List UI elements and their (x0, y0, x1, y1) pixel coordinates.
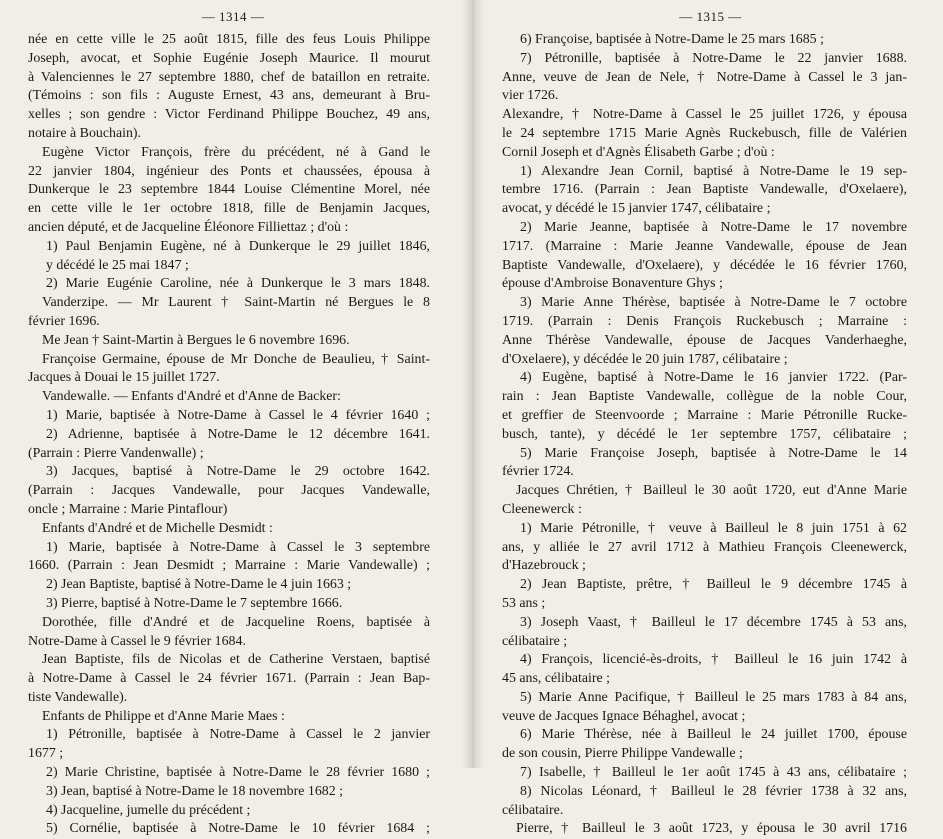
right-page-text (502, 31, 907, 839)
text-line: 22 janvier 1804, ingénieur des Ponts et chaussées, épousa à (28, 163, 430, 179)
text-line: (Parrain : Pierre Vandenwalle) ; (28, 445, 204, 461)
text-line: 7) Pétronille, baptisée à Notre-Dame le 22 janvier 1688. (520, 50, 907, 66)
text-line: 53 ans ; (502, 595, 546, 611)
text-line: 45 ans, célibataire ; (502, 671, 610, 687)
text-line: 4) Jacqueline, jumelle du précédent ; (46, 802, 251, 818)
left-page-text (28, 31, 430, 839)
text-line: Anne Thérèse Vandewalle, épouse de Jacques Vanderhaeghe, (502, 332, 907, 348)
text-line: 4) Eugène, baptisé à Notre-Dame le 16 janvier 1722. (Par- (520, 370, 907, 386)
text-line: ans, y alliée le 27 avril 1712 à Mathieu François Cleenewerck, (502, 539, 907, 555)
text-line: 2) Jean Baptiste, baptisé à Notre-Dame le 4 juin 1663 ; (46, 577, 352, 593)
text-line: Enfants d'André et de Michelle Desmidt : (42, 520, 273, 536)
text-line: 1) Alexandre Jean Cornil, baptisé à Notre-Dame le 19 sep- (520, 163, 907, 179)
text-line: Dorothée, fille d'André et de Jacqueline Roens, baptisée à (42, 614, 430, 630)
text-line: à Notre-Dame à Cassel le 24 février 1671. (Parrain : Jean Bap- (28, 671, 430, 687)
text-line: 1) Marie, baptisée à Notre-Dame à Cassel le 4 février 1640 ; (46, 407, 430, 423)
right-page (478, 0, 943, 837)
text-line: Dunkerque le 23 septembre 1844 Louise Clémentine Morel, née (28, 182, 430, 198)
text-line: 4) François, licencié-ès-droits, † Bailleul le 16 juin 1742 à (520, 652, 907, 668)
text-line: à Valenciennes le 27 septembre 1880, chef de bataillon en retraite. (28, 69, 430, 85)
text-line: 2) Marie Christine, baptisée à Notre-Dame le 28 février 1680 ; (46, 765, 430, 781)
text-line: célibataire. (502, 802, 564, 818)
text-line: Notre-Dame à Cassel le 9 février 1684. (28, 633, 246, 649)
text-line: 3) Pierre, baptisé à Notre-Dame le 7 septembre 1666. (46, 595, 343, 611)
text-line: 1) Paul Benjamin Eugène, né à Dunkerque le 29 juillet 1846, (46, 238, 430, 254)
text-line: busch, tante), y décédé le 1er septembre 1757, célibataire ; (502, 426, 907, 442)
text-line: 1) Marie Pétronille, † veuve à Bailleul le 8 juin 1751 à 62 (520, 520, 907, 536)
text-line: 1719. (Parrain : Denis François Ruckebusch ; Marraine : (502, 313, 907, 329)
text-line: 1) Pétronille, baptisée à Notre-Dame à Cassel le 2 janvier (46, 727, 430, 743)
text-line: veuve de Jacques Ignace Béhaghel, avocat ; (502, 708, 746, 724)
text-line: vier 1726. (502, 88, 559, 104)
text-line: y décédé le 25 mai 1847 ; (46, 257, 189, 273)
text-line: 3) Joseph Vaast, † Bailleul le 17 décembre 1745 à 53 ans, (520, 614, 907, 630)
text-line: 2) Jean Baptiste, prêtre, † Bailleul le 9 décembre 1745 à (520, 577, 907, 593)
text-line: 1677 ; (28, 746, 64, 762)
text-line: Eugène Victor François, frère du précédent, né à Gand le (42, 144, 430, 160)
text-line: 3) Marie Anne Thérèse, baptisée à Notre-Dame le 7 octobre (520, 295, 907, 311)
text-line: xelles ; son gendre : Victor Ferdinand Philippe Bouchez, 49 ans, (28, 107, 430, 123)
text-line: ancien député, et de Jacqueline Éléonore Filliettaz ; d'où : (28, 219, 349, 235)
text-line: tembre 1716. (Parrain : Jean Baptiste Vandewalle, d'Oxelaere), (502, 182, 907, 198)
text-line: 7) Isabelle, † Bailleul le 1er août 1745 à 43 ans, célibataire ; (520, 765, 907, 781)
text-line: Vandewalle. — Enfants d'André et d'Anne de Backer: (42, 389, 341, 405)
text-line: 3) Jacques, baptisé à Notre-Dame le 29 octobre 1642. (46, 464, 430, 480)
text-line: 1717. (Marraine : Marie Jeanne Vandewalle, épouse de Jean (502, 238, 907, 254)
text-line: de son cousin, Pierre Philippe Vandewalle ; (502, 746, 743, 762)
text-line: 1660. (Parrain : Jean Desmidt ; Marraine : Marie Vandewalle) ; (28, 558, 430, 574)
text-line: Me Jean † Saint-Martin à Bergues le 6 novembre 1696. (42, 332, 350, 348)
text-line: 1) Marie, baptisée à Notre-Dame à Cassel le 3 septembre (46, 539, 430, 555)
text-line: 5) Cornélie, baptisée à Notre-Dame le 10 février 1684 ; (46, 821, 430, 837)
text-line: Françoise Germaine, épouse de Mr Donche de Beaulieu, † Saint- (42, 351, 430, 367)
text-line: Vanderzipe. — Mr Laurent † Saint-Martin né Bergues le 8 (42, 295, 430, 311)
text-line: (Témoins : son fils : Auguste Ernest, 43 ans, demeurant à Bru- (28, 88, 430, 104)
text-line: d'Oxelaere), y décédée le 20 juin 1787, célibataire ; (502, 351, 788, 367)
left-page (0, 0, 466, 837)
right-page-number: — 1315 — (679, 9, 742, 24)
text-line: Anne, veuve de Jean de Nele, † Notre-Dame à Cassel le 3 jan- (502, 69, 907, 85)
text-line: Joseph, avocat, et Sophie Eugénie Joseph Maurice. Il mourut (28, 50, 430, 66)
text-line: février 1696. (28, 313, 100, 329)
left-page-number: — 1314 — (201, 9, 265, 24)
text-line: Enfants de Philippe et d'Anne Marie Maes : (42, 708, 285, 724)
text-line: Cleenewerck : (502, 501, 582, 517)
text-line: 5) Marie Françoise Joseph, baptisée à Notre-Dame le 14 (520, 445, 907, 461)
text-line: 6) Françoise, baptisée à Notre-Dame le 25 mars 1685 ; (520, 32, 824, 47)
text-line: (Parrain : Jacques Vandewalle, pour Jacques Vandewalle, (28, 483, 430, 499)
text-line: tiste Vandewalle). (28, 689, 128, 705)
text-line: épouse d'Ambroise Bonaventure Ghys ; (502, 276, 723, 292)
text-line: notaire à Bouchain). (28, 125, 142, 141)
text-line: 2) Marie Eugénie Caroline, née à Dunkerque le 3 mars 1848. (46, 276, 430, 292)
text-line: et greffier de Steenvoorde ; Marraine : Marie Pétronille Rucke- (502, 407, 907, 423)
text-line: 2) Marie Jeanne, baptisée à Notre-Dame le 17 novembre (520, 219, 907, 235)
text-line: février 1724. (502, 464, 574, 480)
text-line: 2) Adrienne, baptisée à Notre-Dame le 12 décembre 1641. (46, 426, 430, 442)
text-line: 8) Nicolas Léonard, † Bailleul le 28 février 1738 à 32 ans, (520, 783, 907, 799)
text-line: Pierre, † Bailleul le 3 août 1723, y épousa le 30 avril 1716 (516, 821, 907, 837)
text-line: Cornil Joseph et d'Agnès Élisabeth Garbe ; d'où : (502, 144, 775, 160)
text-line: rain : Jean Baptiste Vandewalle, collègue de la noble Cour, (502, 389, 907, 405)
text-line: 3) Jean, baptisé à Notre-Dame le 18 novembre 1682 ; (46, 783, 344, 799)
text-line: 6) Marie Thérèse, née à Bailleul le 24 juillet 1700, épouse (520, 727, 907, 743)
text-line: Alexandre, † Notre-Dame à Cassel le 25 juillet 1726, y épousa (502, 107, 907, 123)
text-line: avocat, y décédé le 15 janvier 1747, célibataire ; (502, 201, 771, 217)
text-line: née en cette ville le 25 août 1815, fille des feus Louis Philippe (28, 32, 430, 47)
text-line: en cette ville le 1er octobre 1818, fille de Benjamin Jacques, (28, 201, 430, 217)
text-line: d'Hazebrouck ; (502, 558, 586, 574)
text-line: 5) Marie Anne Pacifique, † Bailleul le 25 mars 1783 à 84 ans, (520, 689, 907, 705)
text-line: célibataire ; (502, 633, 568, 649)
text-line: le 24 septembre 1715 Marie Agnès Ruckebusch, fille de Valérien (502, 125, 907, 141)
text-line: Jacques à Douai le 15 juillet 1727. (28, 370, 220, 386)
text-line: Jean Baptiste, fils de Nicolas et de Catherine Verstaen, baptisé (42, 652, 430, 668)
text-line: oncle ; Marraine : Marie Pintaflour) (28, 501, 228, 517)
text-line: Jacques Chrétien, † Bailleul le 30 août 1720, eut d'Anne Marie (516, 483, 907, 499)
text-line: Baptiste Vandewalle, d'Oxelaere), y décédée le 16 février 1760, (502, 257, 907, 273)
